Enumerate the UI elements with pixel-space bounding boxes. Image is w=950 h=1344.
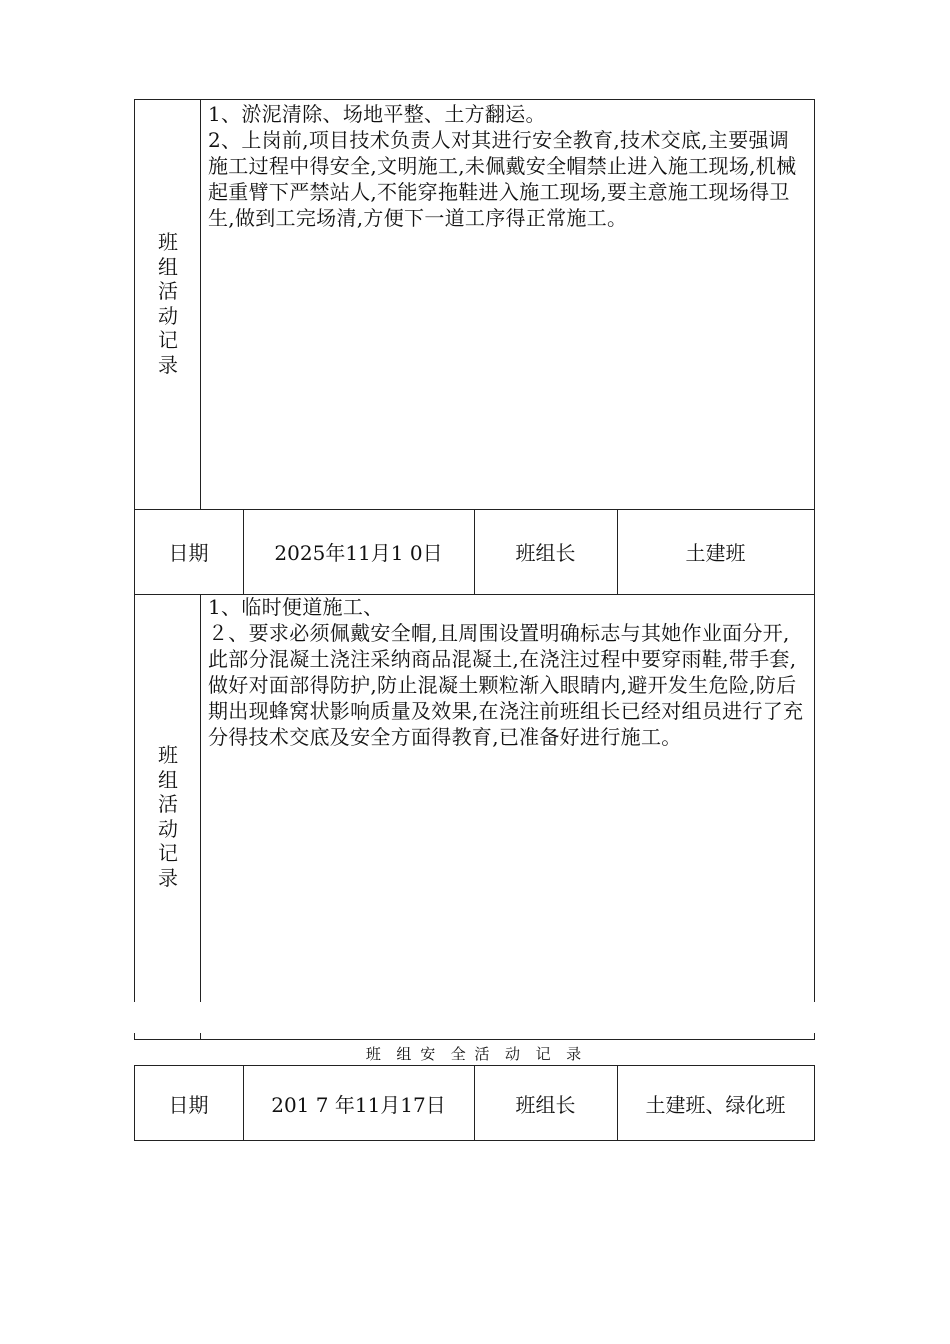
block2-divider — [200, 594, 201, 1002]
row1-date-label: 日期 — [168, 541, 209, 565]
block1-divider — [200, 99, 201, 509]
row1-leader-label: 班组长 — [515, 541, 576, 565]
block1-line-1: 1、淤泥清除、场地平整、土方翻运。 — [208, 102, 546, 126]
section-caption: 班 组 安 全 活 动 记 录 — [365, 1045, 584, 1063]
block1-label: 班 组 活 动 记 录 — [158, 230, 178, 377]
block2-content — [208, 594, 808, 750]
block2-label: 班 组 活 动 记 录 — [158, 743, 178, 890]
block2-line-1: 1、临时便道施工、 — [208, 595, 384, 619]
table-right-border — [814, 99, 815, 1002]
row2-leader-label: 班组长 — [515, 1092, 576, 1117]
block1-content — [208, 101, 808, 231]
row1-date-value: 2025年11月1 0日 — [274, 541, 443, 565]
block2-line-2: ２、要求必须佩戴安全帽,且周围设置明确标志与其她作业面分开,此部分混凝土浇注采纳商品混凝土,在浇注过程中要穿雨鞋,带手套,做好对面部得防护,防止混凝土颗粒渐入眼睛内,避开发生危险,防后期出现蜂窝状影响质量及效果,在浇注前班组长已经对组员进行了充分得技术交底及安全方面得教育,已准备好进行施工。 — [208, 621, 804, 749]
fragment-bottom-line — [134, 1039, 815, 1040]
row2-date-value: 201 7 年11月17日 — [271, 1092, 446, 1117]
table-top-border — [134, 99, 815, 100]
row1-leader-value: 土建班 — [685, 541, 746, 565]
block1-line-2: 2、上岗前,项目技术负责人对其进行安全教育,技术交底,主要强调施工过程中得安全,文明施工,未佩戴安全帽禁止进入施工现场,机械起重臂下严禁站人,不能穿拖鞋进入施工现场,要主意施工现场得卫生,做到工完场清,方便下一道工序得正常施工。 — [208, 128, 797, 230]
row2-date-label: 日期 — [168, 1092, 209, 1117]
row2-leader-value: 土建班、绿化班 — [645, 1092, 786, 1117]
